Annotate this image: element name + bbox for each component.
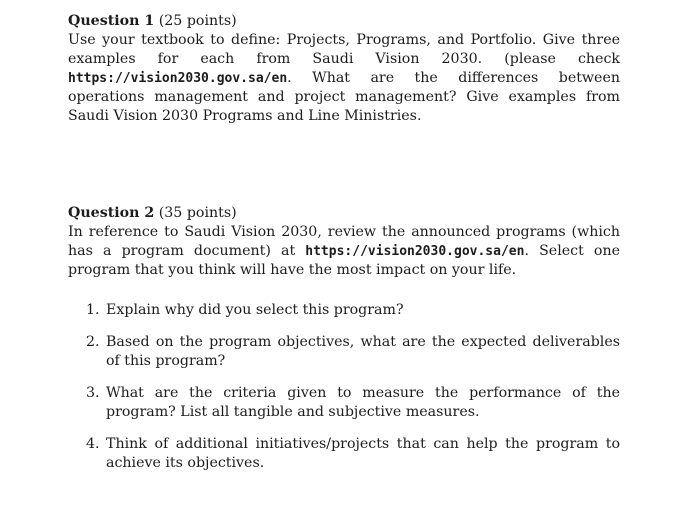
task-text: Think of additional initiatives/projects that can help the program to achieve its objectives. [106, 436, 620, 471]
question-2 [68, 204, 620, 280]
task-text: Based on the program objectives, what are the expected deliverables of this program? [106, 334, 620, 369]
question-1-url: https://vision2030.gov.sa/en [68, 71, 288, 86]
question-1-text-b: . What are the differences between operations management and project management? Give examples from Saudi Vision 2030 Programs and Line Ministries. [68, 70, 620, 124]
question-1-label: Question 1 [68, 13, 155, 29]
question-2-points: (35 points) [158, 205, 237, 221]
question-1-text-a: Use your textbook to define: Projects, Programs, and Portfolio. Give three examples for each from Saudi Vision 2030. (please check [68, 32, 620, 67]
question-1-body [68, 31, 620, 126]
question-2-url: https://vision2030.gov.sa/en [305, 244, 525, 259]
task-item [86, 384, 620, 422]
question-2-task-list [86, 301, 620, 486]
question-2-text-a: In reference to Saudi Vision 2030, review the announced programs (which has a program document) at [68, 224, 620, 259]
question-2-text-b: . Select one program that you think will have the most impact on your life. [68, 243, 620, 278]
question-1-points: (25 points) [158, 13, 237, 29]
task-number: 2. [86, 334, 100, 350]
task-item [86, 435, 620, 473]
question-2-label: Question 2 [68, 205, 155, 221]
task-item [86, 333, 620, 371]
task-number: 3. [86, 385, 100, 401]
question-1-heading [68, 12, 620, 31]
task-number: 1. [86, 302, 100, 318]
question-2-body [68, 223, 620, 280]
task-text: What are the criteria given to measure the performance of the program? List all tangible and subjective measures. [106, 385, 620, 420]
question-2-heading [68, 204, 620, 223]
task-item [86, 301, 620, 320]
question-1 [68, 12, 620, 126]
task-number: 4. [86, 436, 100, 452]
task-text: Explain why did you select this program? [106, 302, 404, 318]
